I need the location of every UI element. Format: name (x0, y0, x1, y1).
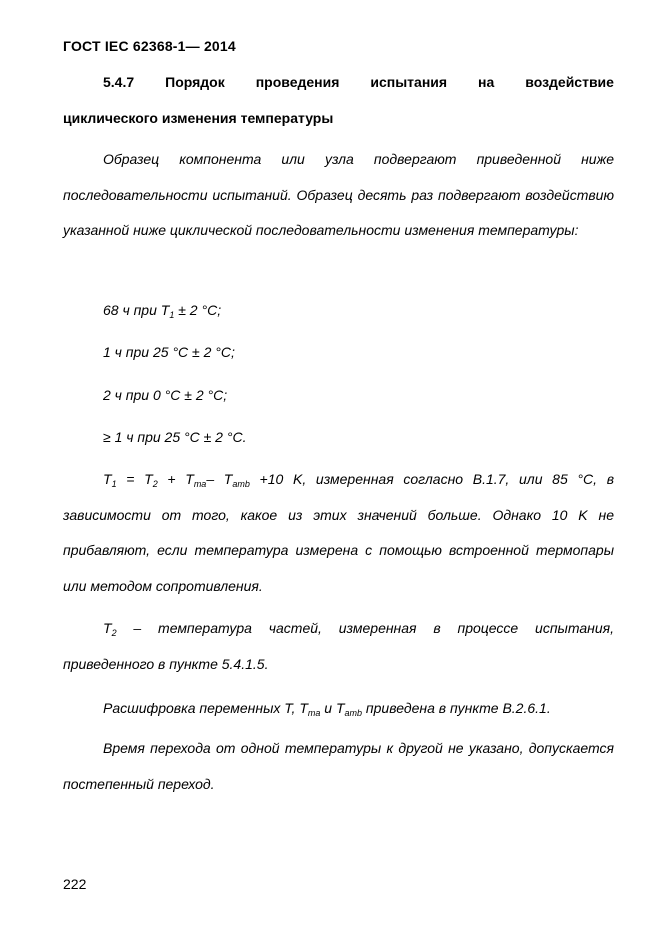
section-heading (63, 72, 614, 128)
variables-note-text: приведена в пункте B.2.6.1. (362, 700, 551, 716)
section-heading-line2: циклического изменения температуры (63, 110, 334, 126)
section-title-word: на (478, 74, 495, 90)
section-heading-line1 (63, 72, 614, 92)
cycle-step-2: 1 ч при 25 °C ± 2 °C; (103, 344, 235, 360)
t2-definition-paragraph (63, 611, 614, 682)
section-title-word: проведения (255, 74, 340, 90)
tamb-subscript: amb (232, 479, 250, 489)
variables-note (103, 698, 551, 718)
step1-subscript: 1 (169, 310, 175, 320)
cycle-step-1 (103, 300, 221, 320)
cycle-step-4: ≥ 1 ч при 25 °C ± 2 °C. (103, 429, 247, 445)
tma-subscript: ma (193, 479, 207, 489)
transition-paragraph: Время перехода от одной температуры к другой не указано, допускается постепенный переход. (63, 740, 614, 792)
document-header: ГОСТ IEC 62368-1— 2014 (63, 38, 236, 54)
section-number: 5.4.7 (103, 74, 135, 90)
section-title-word: испытания (370, 74, 448, 90)
section-title-word: Порядок (165, 74, 225, 90)
variables-note-text: Расшифровка переменных T, T (103, 700, 308, 716)
cycle-step-3: 2 ч при 0 °C ± 2 °C; (103, 387, 228, 403)
t1-subscript: 1 (111, 479, 117, 489)
step1-tolerance: ± 2 °C; (174, 302, 222, 318)
t1-definition-paragraph (63, 462, 614, 604)
t2-symbol: = T (116, 471, 153, 487)
section-title-word: воздействие (525, 74, 614, 90)
t2-subscript: 2 (111, 628, 117, 638)
t1-definition-text: +10 K, измеренная согласно B.1.7, или 85 °C, в зависимости от того, какое из этих значений больше. Однако 10 K не прибавляют, если температура измерена с помощью встроенной термопары или методом сопротивления. (63, 471, 615, 594)
tamb-subscript: amb (344, 708, 363, 718)
tma-symbol: + T (157, 471, 194, 487)
tma-subscript: ma (307, 708, 321, 718)
t2-symbol: T (103, 620, 112, 636)
tamb-symbol: – T (206, 471, 233, 487)
t1-symbol: T (103, 471, 112, 487)
variables-note-text: и T (320, 700, 345, 716)
page-number: 222 (63, 876, 87, 892)
step1-text: 68 ч при T (103, 302, 170, 318)
t2-subscript: 2 (152, 479, 158, 489)
intro-paragraph: Образец компонента или узла подвергают приведенной ниже последовательности испытаний. Образец десять раз подвергают воздействию указанной ниже циклической последовательности изменения температуры: (63, 151, 614, 238)
t2-definition-text: – температура частей, измеренная в процессе испытания, приведенного в пункте 5.4.1.5. (63, 620, 614, 672)
